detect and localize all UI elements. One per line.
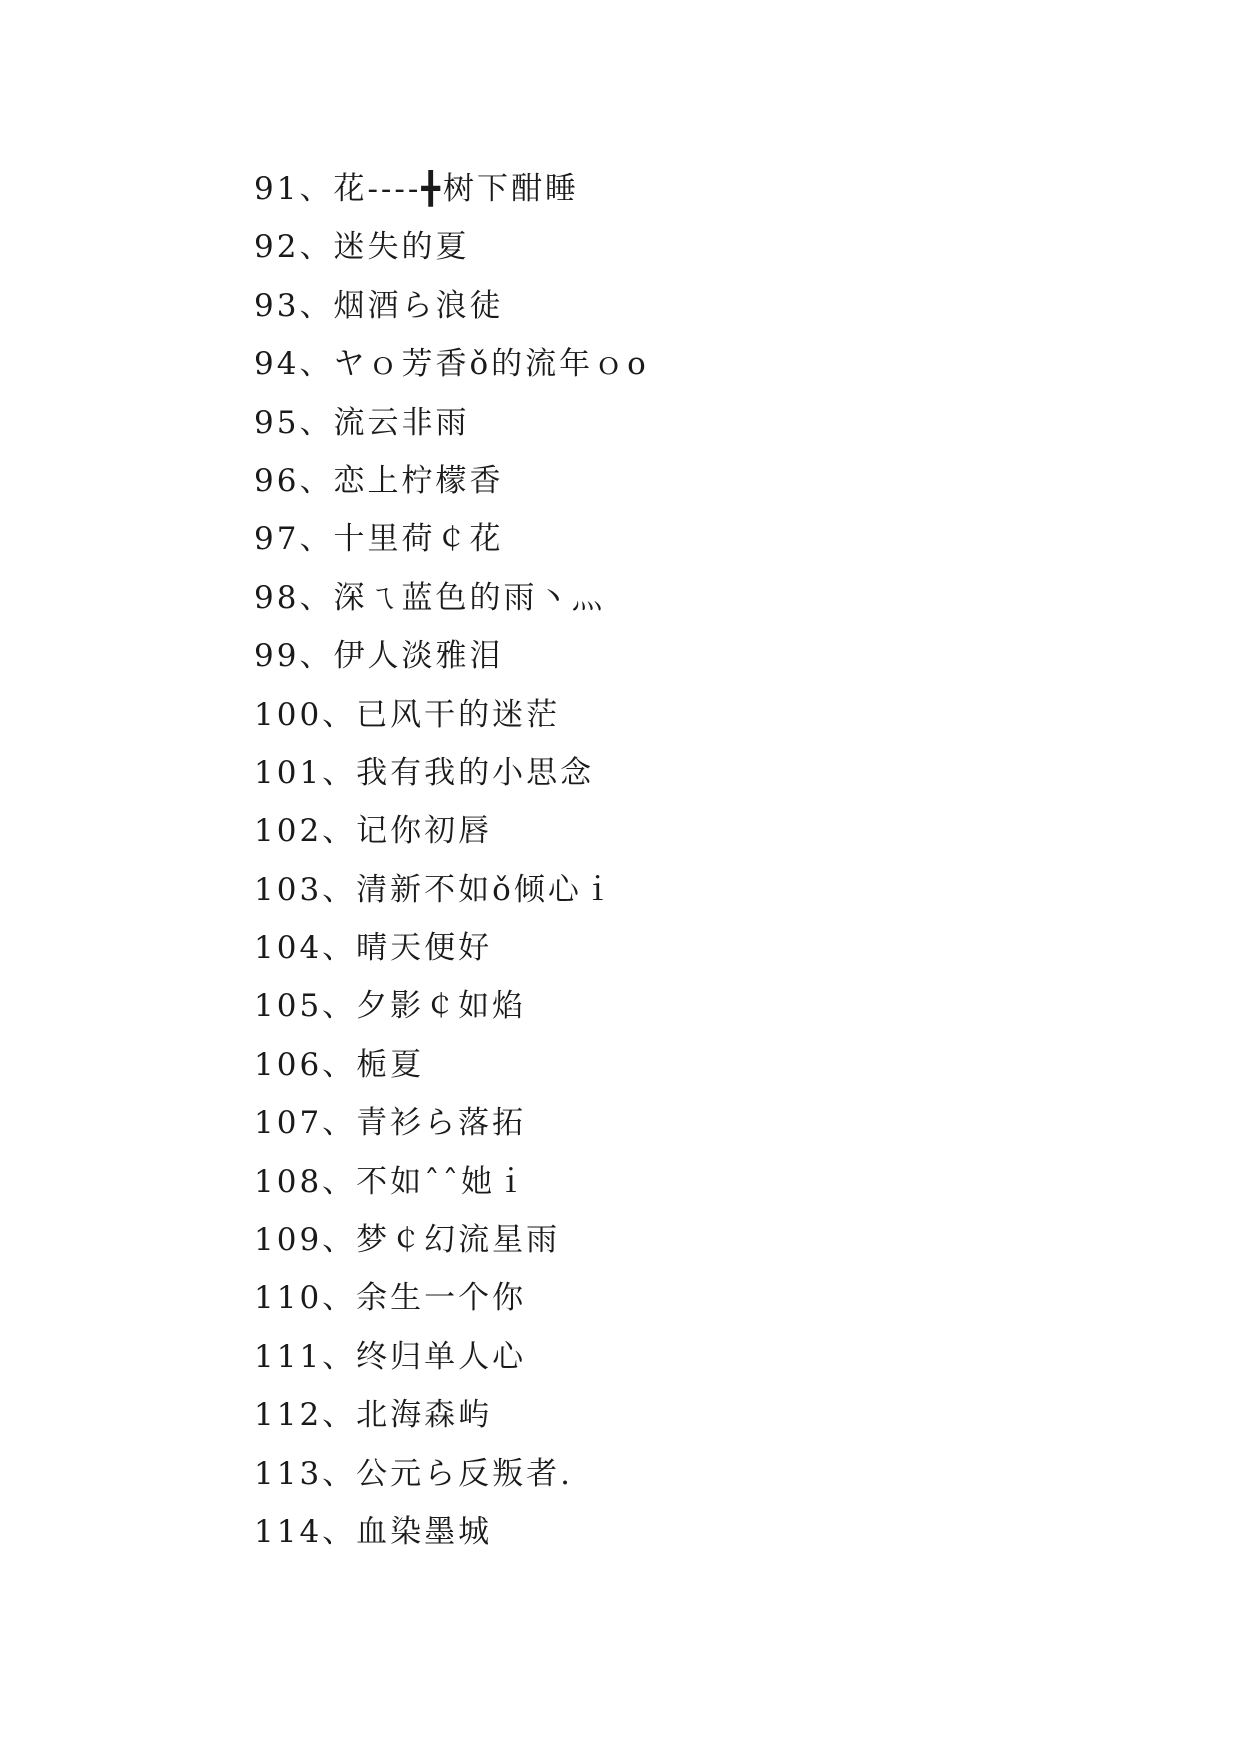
list-item: 108、不如ˆˆ她ｉ — [254, 1163, 530, 1200]
list-item: 92、迷失的夏 — [254, 229, 470, 266]
list-item: 100、已风干的迷茫 — [254, 696, 561, 733]
list-item: 105、夕影￠如焰 — [254, 988, 527, 1025]
list-item: 98、深ㄟ蓝色的雨丶灬 — [254, 579, 606, 616]
list-item: 110、余生一个你 — [254, 1280, 527, 1317]
list-item: 113、公元ら反叛者. — [254, 1455, 574, 1492]
list-item: 101、我有我的小思念 — [254, 754, 595, 791]
list-item: 94、ヤｏ芳香ǒ的流年ｏo — [254, 346, 649, 383]
list-item: 103、清新不如ǒ倾心ｉ — [254, 871, 616, 908]
list-item: 114、血染墨城 — [254, 1513, 493, 1550]
list-item: 99、伊人淡雅泪 — [254, 638, 504, 675]
list-item: 107、青衫ら落拓 — [254, 1105, 527, 1142]
list-item: 93、烟酒ら浪徒 — [254, 287, 504, 324]
list-item: 111、终归单人心 — [254, 1338, 527, 1375]
list-item: 104、晴天便好 — [254, 930, 493, 967]
name-list — [254, 160, 649, 1561]
list-item: 112、北海森屿 — [254, 1397, 493, 1434]
list-item: 91、花----╋树下酣睡 — [254, 171, 580, 207]
list-item: 97、十里荷￠花 — [254, 521, 504, 558]
list-item: 102、记你初唇 — [254, 813, 493, 850]
list-item: 109、梦￠幻流星雨 — [254, 1222, 561, 1259]
list-item: 95、流云非雨 — [254, 404, 470, 441]
list-item: 106、栀夏 — [254, 1046, 425, 1083]
list-item: 96、恋上柠檬香 — [254, 462, 504, 499]
